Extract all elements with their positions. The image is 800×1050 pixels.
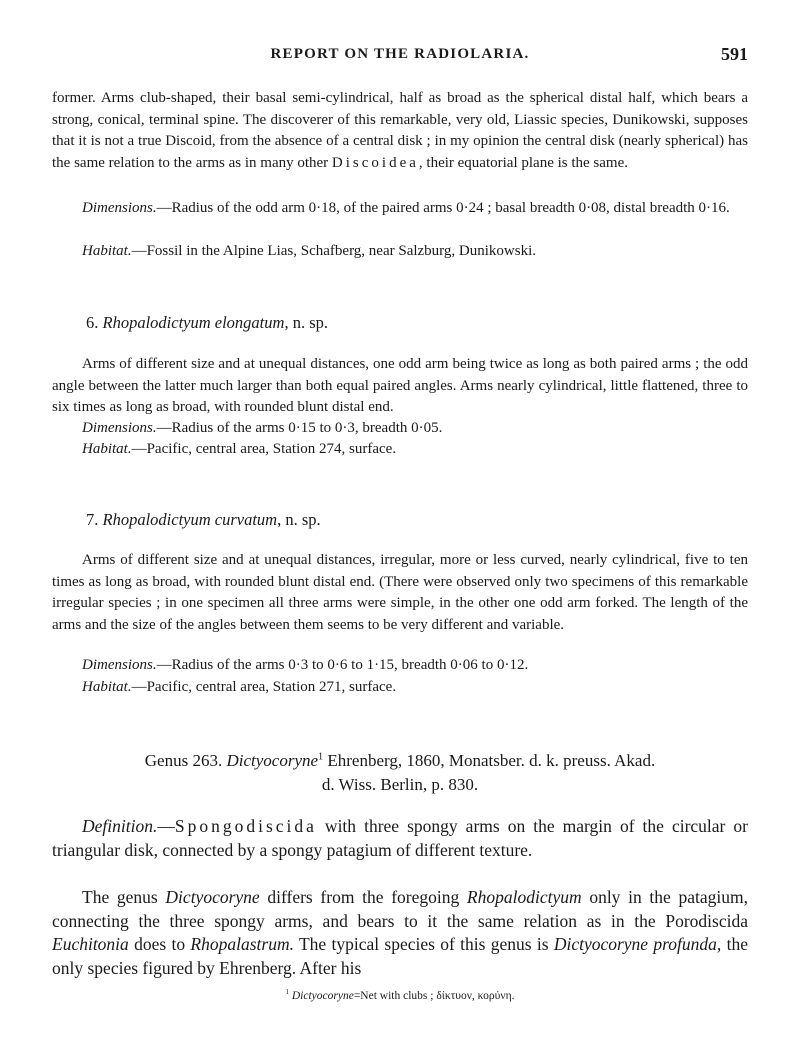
dimensions-paragraph: Dimensions.—Radius of the odd arm 0·18, of the paired arms 0·24 ; basal breadth 0·08, distal breadth 0·16. <box>82 200 730 216</box>
taxon-spongodiscida: Spongodiscida <box>174 816 317 836</box>
species-7-heading: 7. Rhopalodictyum curvatum, n. sp. <box>86 510 321 529</box>
body-paragraph: The genus Dictyocoryne differs from the foregoing Rhopalodictyum only in the patagium, connecting the three spongy arms, and bears to it the same relation as in the Porodiscida Euchitonia does to Rhopalastrum. The typical species of this genus is Dictyocoryne profunda, the only species figured by Ehrenberg. After his <box>52 887 748 978</box>
species-6-heading: 6. Rhopalodictyum elongatum, n. sp. <box>86 313 328 332</box>
footnote-marker: 1 <box>318 751 324 763</box>
species-6-description: Arms of different size and at unequal distances, one odd arm being twice as long as both paired arms ; the odd angle between the latter much larger than both equal paired angles. Arms nearly cylindrical, little flattened, three to six times as long as broad, with rounded blunt distal end. <box>52 356 748 415</box>
species-6-habitat: Habitat.—Pacific, central area, Station 274, surface. <box>82 441 397 457</box>
species-7-description: Arms of different size and at unequal distances, irregular, more or less curved, nearly cylindrical, five to ten times as long as broad, with rounded blunt distal end. (There were observed only two specimens of this remarkable irregular species ; in one specimen all three arms were simple, in the other one odd arm forked. The length of the arms and the size of the angles between them seems to be very different and variable. <box>52 552 748 633</box>
running-title: REPORT ON THE RADIOLARIA. <box>270 46 530 62</box>
species-7-habitat: Habitat.—Pacific, central area, Station 271, surface. <box>82 679 397 695</box>
definition-paragraph: Definition.—Spongodiscida with three spongy arms on the margin of the circular or triangular disk, connected by a spongy patagium of different texture. <box>52 816 748 860</box>
dimensions-label: Dimensions. <box>82 200 157 216</box>
genus-heading: Genus 263. Dictyocoryne$^1$ Ehrenberg, 1860, Monatsber. d. k. preuss. Akad. d. Wiss. Berlin, p. 830. <box>144 751 656 794</box>
species-6-name: Rhopalodictyum elongatum <box>102 313 285 332</box>
species-6-dimensions: Dimensions.—Radius of the arms 0·15 to 0·3, breadth 0·05. <box>82 420 443 436</box>
habitat-paragraph: Habitat.—Fossil in the Alpine Lias, Schafberg, near Salzburg, Dunikowski. <box>82 243 536 259</box>
species-7-dimensions: Dimensions.—Radius of the arms 0·3 to 0·6 to 1·15, breadth 0·06 to 0·12. <box>82 657 529 673</box>
habitat-label: Habitat. <box>82 243 132 259</box>
taxon-discoidea: Discoidea <box>331 154 419 171</box>
definition-label: Definition. <box>82 816 158 836</box>
page-number: 591 <box>721 44 748 64</box>
continuation-paragraph: former. Arms club-shaped, their basal semi-cylindrical, half as broad as the spherical distal half, which bears a strong, conical, terminal spine. The discoverer of this remarkable, very old, Liassic species, Dunikowski, supposes that it is not a true Discoid, from the absence of a central disk ; in my opinion the central disk (nearly spherical) has the same relation to the arms as in many other Discoidea, their equatorial plane is the same. <box>52 90 748 171</box>
species-7-name: Rhopalodictyum curvatum <box>102 510 278 529</box>
genus-name: Dictyocoryne <box>226 751 319 770</box>
footnote: $^1$ Dictyocoryne=Net with clubs ; δίκτυον, κορύνη. <box>285 989 515 1002</box>
page-header <box>52 46 748 70</box>
